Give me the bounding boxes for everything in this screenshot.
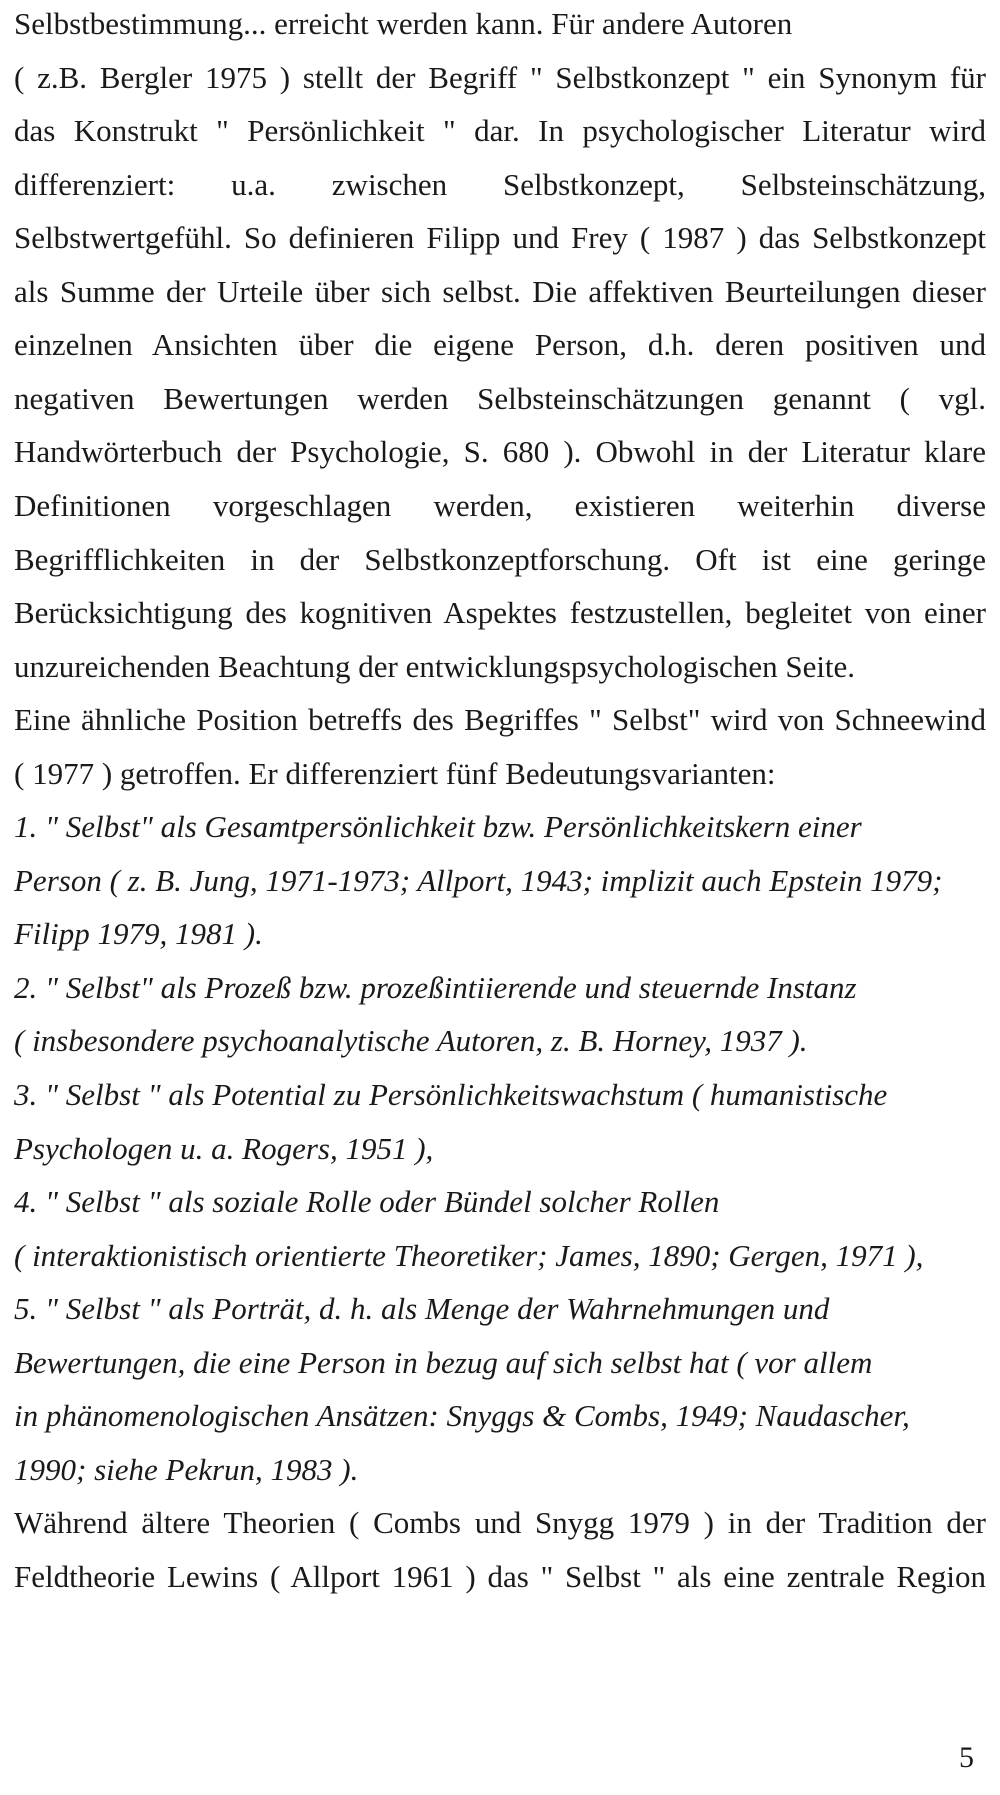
text-line: Feldtheorie Lewins ( Allport 1961 ) das " Selbst " als eine zentrale Region: [14, 1558, 986, 1594]
text-line: 1990; siehe Pekrun, 1983 ).: [14, 1451, 359, 1487]
text-line: 5. " Selbst " als Porträt, d. h. als Menge der Wahrnehmungen und: [14, 1291, 830, 1327]
text-line: als Summe der Urteile über sich selbst. Die affektiven Beurteilungen dieser: [14, 273, 986, 309]
text-line: Während ältere Theorien ( Combs und Snygg 1979 ) in der Tradition der: [14, 1505, 986, 1541]
text-line: Selbstbestimmung... erreicht werden kann. Für andere Autoren: [14, 6, 793, 41]
text-line: unzureichenden Beachtung der entwicklungspsychologischen Seite.: [14, 648, 856, 684]
text-line: ( 1977 ) getroffen. Er differenziert fünf Bedeutungsvarianten:: [14, 755, 776, 791]
text-line: negativen Bewertungen werden Selbsteinschätzungen genannt ( vgl.: [14, 380, 986, 416]
text-line: das Konstrukt " Persönlichkeit " dar. In psychologischer Literatur wird: [14, 113, 986, 149]
text-line: einzelnen Ansichten über die eigene Person, d.h. deren positiven und: [14, 327, 986, 363]
text-line: Psychologen u. a. Rogers, 1951 ),: [14, 1130, 434, 1166]
text-line: 3. " Selbst " als Potential zu Persönlichkeitswachstum ( humanistische: [14, 1077, 888, 1112]
text-line: ( insbesondere psychoanalytische Autoren, z. B. Horney, 1937 ).: [14, 1023, 808, 1059]
text-line: Handwörterbuch der Psychologie, S. 680 ). Obwohl in der Literatur klare: [14, 434, 986, 470]
text-line: Berücksichtigung des kognitiven Aspektes festzustellen, begleitet von einer: [14, 595, 986, 630]
text-line: Begrifflichkeiten in der Selbstkonzeptforschung. Oft ist eine geringe: [14, 541, 986, 577]
text-line: Bewertungen, die eine Person in bezug auf sich selbst hat ( vor allem: [14, 1344, 873, 1380]
text-line: Filipp 1979, 1981 ).: [14, 916, 263, 952]
text-line: ( z.B. Bergler 1975 ) stellt der Begriff " Selbstkonzept " ein Synonym für: [14, 59, 986, 95]
text-line: differenziert: u.a. zwischen Selbstkonzept, Selbsteinschätzung,: [14, 166, 986, 202]
text-line: Eine ähnliche Position betreffs des Begriffes " Selbst" wird von Schneewind: [14, 702, 986, 738]
text-line: 4. " Selbst " als soziale Rolle oder Bündel solcher Rollen: [14, 1184, 720, 1220]
text-line: Selbstwertgefühl. So definieren Filipp und Frey ( 1987 ) das Selbstkonzept: [14, 220, 986, 256]
text-line: in phänomenologischen Ansätzen: Snyggs & Combs, 1949; Naudascher,: [14, 1398, 910, 1434]
text-line: ( interaktionistisch orientierte Theoretiker; James, 1890; Gergen, 1971 ),: [14, 1237, 924, 1273]
text-line: 1. " Selbst" als Gesamtpersönlichkeit bzw. Persönlichkeitskern einer: [14, 809, 862, 845]
text-line: Person ( z. B. Jung, 1971-1973; Allport, 1943; implizit auch Epstein 1979;: [14, 862, 943, 898]
page-number: 5: [959, 1741, 974, 1774]
text-line: Definitionen vorgeschlagen werden, existieren weiterhin diverse: [14, 487, 986, 523]
text-line: 2. " Selbst" als Prozeß bzw. prozeßintiierende und steuernde Instanz: [14, 969, 857, 1005]
